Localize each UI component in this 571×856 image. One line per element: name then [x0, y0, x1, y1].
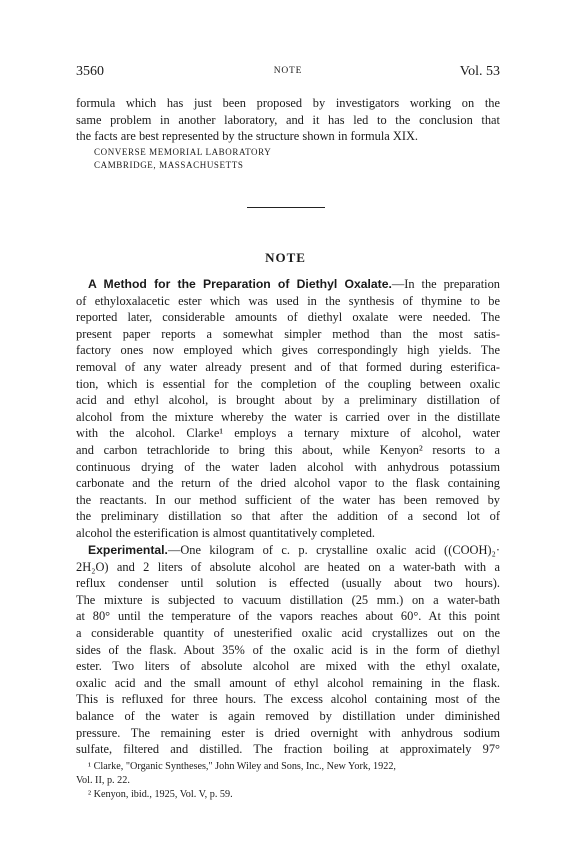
- text-line: alcohol from the mixture whereby the water is carried over in the distillate: [76, 409, 500, 424]
- text-line: removal of any water already present and of that formed during esterifica-: [76, 359, 500, 374]
- text-line: 2H₂O) and 2 liters of absolute alcohol are heated on a water-bath with a: [76, 559, 500, 574]
- affiliation: [94, 146, 271, 172]
- text-line: same problem in another laboratory, and it has led to the conclusion that: [76, 112, 500, 127]
- page-number: 3560: [76, 64, 104, 79]
- text-line: oxalic acid and the small amount of ethyl alcohol remaining in the flask.: [76, 675, 500, 690]
- footnote-1: ¹ Clarke, "Organic Syntheses," John Wiley and Sons, Inc., New York, 1922,: [88, 761, 396, 772]
- text-line: a considerable quantity of unesterified oxalic acid crystallizes out on the: [76, 625, 500, 640]
- footnotes: [76, 760, 500, 802]
- text-line: alcohol the esterification is almost quantitatively completed.: [76, 525, 376, 540]
- text-line: sides of the flask. About 35% of the oxalic acid is in the form of diethyl: [76, 642, 500, 657]
- text-line-rest: —In the preparation: [391, 277, 500, 291]
- method-title: A Method for the Preparation of Diethyl Oxalate.: [88, 277, 392, 291]
- text-line: the facts are best represented by the structure shown in formula XIX.: [76, 129, 419, 144]
- text-line: reported later, considerable amounts of diethyl oxalate were needed. The: [76, 310, 500, 325]
- text-line: This is refluxed for three hours. The excess alcohol containing most of the: [76, 692, 500, 707]
- footnote-2: ² Kenyon, ibid., 1925, Vol. V, p. 59.: [88, 789, 233, 800]
- text-line: the preliminary distillation so that after the addition of a second lot of: [76, 509, 500, 524]
- running-header: [76, 64, 500, 82]
- text-line-rest: —One kilogram of c. p. crystalline oxalic acid ((COOH)₂·: [167, 543, 500, 557]
- text-line: tion, which is essential for the completion of the coupling between oxalic: [76, 376, 500, 391]
- text-line: carbonate and the return of the dried alcohol vapor to the flask containing: [76, 476, 500, 491]
- text-line: acid and ethyl alcohol, is brought about by a preliminary distillation of: [76, 393, 500, 408]
- section-divider: [247, 207, 325, 208]
- text-line-first: [76, 542, 500, 559]
- text-line: factory ones now employed which gives correspondingly high yields. The: [76, 343, 500, 358]
- method-paragraph: [76, 276, 500, 542]
- text-line: present paper reports a somewhat simpler method than the most satis-: [76, 326, 500, 341]
- text-line: sulfate, filtered and distilled. The fraction boiling at approximately 97°: [76, 742, 500, 757]
- running-title: NOTE: [273, 66, 303, 76]
- note-heading: NOTE: [265, 250, 306, 265]
- text-line: formula which has just been proposed by investigators working on the: [76, 96, 500, 110]
- text-line: and carbon tetrachloride to bring this about, while Kenyon² resorts to a: [76, 442, 500, 457]
- text-line-first: [76, 276, 500, 293]
- experimental-title: Experimental.: [88, 543, 168, 557]
- text-line: balance of the water is again removed by distillation under diminished: [76, 708, 500, 723]
- text-line: ester. Two liters of absolute alcohol are mixed with the ethyl oxalate,: [76, 659, 500, 674]
- text-line: at 80° until the temperature of the vapors reaches about 60°. At this point: [76, 609, 500, 624]
- laboratory-location: CAMBRIDGE, MASSACHUSETTS: [94, 160, 244, 170]
- laboratory-name: CONVERSE MEMORIAL LABORATORY: [94, 147, 272, 157]
- text-line: of ethyloxalacetic ester which was used in the synthesis of thymine to be: [76, 293, 500, 308]
- text-line: the reactants. In our method sufficient of the water has been removed by: [76, 492, 500, 507]
- text-line: pressure. The remaining ester is dried overnight with anhydrous sodium: [76, 725, 500, 740]
- experimental-paragraph: [76, 542, 500, 758]
- continuation-paragraph: [76, 95, 500, 145]
- text-line: The mixture is subjected to vacuum distillation (25 mm.) on a water-bath: [76, 592, 500, 607]
- text-line: continuous drying of the water laden alcohol with anhydrous potassium: [76, 459, 500, 474]
- text-line: with the alcohol. Clarke¹ employs a ternary mixture of alcohol, water: [76, 426, 500, 441]
- footnote-1-cont: Vol. II, p. 22.: [76, 775, 130, 786]
- volume-label: Vol. 53: [459, 64, 500, 79]
- text-line: reflux condenser until solution is effected (usually about two hours).: [76, 576, 500, 591]
